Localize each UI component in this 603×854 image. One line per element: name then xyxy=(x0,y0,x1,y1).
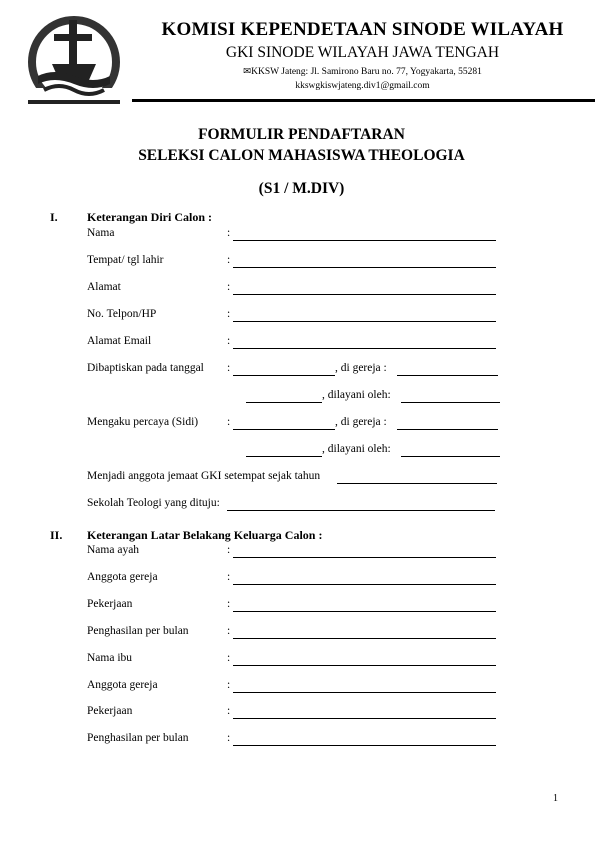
field-label-nama: Nama xyxy=(87,227,115,239)
input-line-sidi-gereja[interactable] xyxy=(397,429,498,430)
dilayani-label: , dilayani oleh: xyxy=(322,443,391,455)
input-line-email[interactable] xyxy=(233,348,496,349)
colon: : xyxy=(227,254,231,266)
section1-number: I. xyxy=(50,210,58,224)
colon: : xyxy=(227,571,231,583)
field-label-anggota-sejak: Menjadi anggota jemaat GKI setempat sejak tahun xyxy=(87,470,321,482)
field-label-telpon: No. Telpon/HP xyxy=(87,308,157,320)
form-title-line2: SELEKSI CALON MAHASISWA THEOLOGIA xyxy=(138,147,465,164)
input-line-baptis-tanggal[interactable] xyxy=(233,375,335,376)
input-line-anggota-sejak[interactable] xyxy=(337,483,497,484)
header-rule xyxy=(132,99,595,102)
input-line-sekolah-teologi[interactable] xyxy=(227,510,495,511)
form-title-line1: FORMULIR PENDAFTARAN xyxy=(198,126,405,143)
input-line-penghasilan-ayah[interactable] xyxy=(233,638,496,639)
input-line-anggota-gereja-ibu[interactable] xyxy=(233,692,496,693)
colon: : xyxy=(227,281,231,293)
org-email: kkswgkiswjateng.div1@gmail.com xyxy=(295,81,430,91)
field-label-penghasilan-ibu: Penghasilan per bulan xyxy=(87,732,189,744)
input-line-baptis-gereja-cont[interactable] xyxy=(246,402,322,403)
colon: : xyxy=(227,625,231,637)
input-line-nama-ayah[interactable] xyxy=(233,557,496,558)
input-line-pekerjaan-ayah[interactable] xyxy=(233,611,496,612)
input-line-tempat-tgl-lahir[interactable] xyxy=(233,267,496,268)
field-label-tempat-tgl-lahir: Tempat/ tgl lahir xyxy=(87,254,164,266)
di-gereja-label: , di gereja : xyxy=(335,416,387,428)
field-label-anggota-gereja-ayah: Anggota gereja xyxy=(87,571,158,583)
field-label-pekerjaan-ayah: Pekerjaan xyxy=(87,598,133,610)
org-address: ✉KKSW Jateng: Jl. Samirono Baru no. 77, Yogyakarta, 55281 xyxy=(243,67,482,77)
input-line-nama[interactable] xyxy=(233,240,496,241)
input-line-baptis-dilayani[interactable] xyxy=(401,402,500,403)
colon: : xyxy=(227,416,231,428)
colon: : xyxy=(227,227,231,239)
colon: : xyxy=(227,679,231,691)
colon: : xyxy=(227,732,231,744)
church-logo xyxy=(24,14,124,106)
dilayani-label: , dilayani oleh: xyxy=(322,389,391,401)
field-label-baptis: Dibaptiskan pada tanggal xyxy=(87,362,204,374)
input-line-sidi-gereja-cont[interactable] xyxy=(246,456,322,457)
input-line-nama-ibu[interactable] xyxy=(233,665,496,666)
section2-title: Keterangan Latar Belakang Keluarga Calon : xyxy=(87,528,323,542)
colon: : xyxy=(227,598,231,610)
input-line-telpon[interactable] xyxy=(233,321,496,322)
org-subtitle: GKI SINODE WILAYAH JAWA TENGAH xyxy=(225,44,500,61)
colon: : xyxy=(227,544,231,556)
colon: : xyxy=(227,362,231,374)
field-label-pekerjaan-ibu: Pekerjaan xyxy=(87,705,133,717)
colon: : xyxy=(227,705,231,717)
input-line-alamat[interactable] xyxy=(233,294,496,295)
page-number: 1 xyxy=(553,793,558,804)
field-label-sidi: Mengaku percaya (Sidi) xyxy=(87,416,199,428)
input-line-pekerjaan-ibu[interactable] xyxy=(233,718,496,719)
field-label-nama-ayah: Nama ayah xyxy=(87,544,140,556)
field-label-alamat: Alamat xyxy=(87,281,121,293)
input-line-sidi-tanggal[interactable] xyxy=(233,429,335,430)
section1-title: Keterangan Diri Calon : xyxy=(87,210,212,224)
input-line-anggota-gereja-ayah[interactable] xyxy=(233,584,496,585)
field-label-email: Alamat Email xyxy=(87,335,152,347)
field-label-anggota-gereja-ibu: Anggota gereja xyxy=(87,679,158,691)
field-label-nama-ibu: Nama ibu xyxy=(87,652,133,664)
field-label-penghasilan-ayah: Penghasilan per bulan xyxy=(87,625,189,637)
org-title: KOMISI KEPENDETAAN SINODE WILAYAH xyxy=(161,19,564,40)
section2-number: II. xyxy=(50,528,63,542)
input-line-sidi-dilayani[interactable] xyxy=(401,456,500,457)
di-gereja-label: , di gereja : xyxy=(335,362,387,374)
colon: : xyxy=(227,335,231,347)
input-line-penghasilan-ibu[interactable] xyxy=(233,745,496,746)
input-line-baptis-gereja[interactable] xyxy=(397,375,498,376)
colon: : xyxy=(227,308,231,320)
colon: : xyxy=(227,652,231,664)
field-label-sekolah-teologi: Sekolah Teologi yang dituju: xyxy=(87,497,220,509)
form-title-line3: (S1 / M.DIV) xyxy=(258,180,345,197)
